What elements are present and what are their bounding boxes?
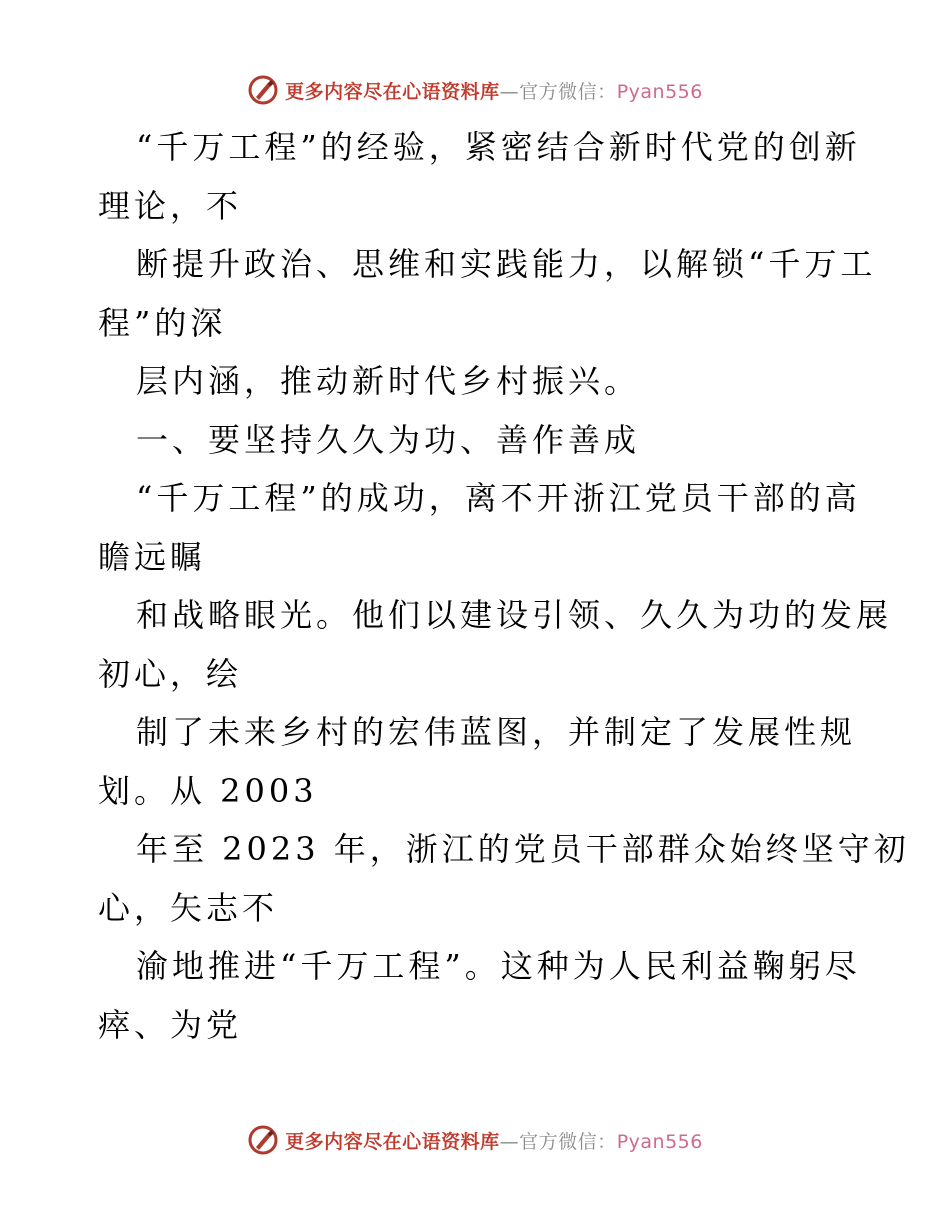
header-banner-gray: 官方微信： — [519, 80, 617, 103]
body-line-15: 渝地推进“千万工程”。这种为人民利益鞠躬尽 — [136, 947, 861, 985]
body-line-3: 断提升政治、思维和实践能力，以解锁“千万工 — [136, 245, 877, 283]
body-line-5: 层内涵，推动新时代乡村振兴。 — [136, 362, 641, 400]
body-line-10: 初心，绘 — [98, 654, 243, 693]
footer-banner — [0, 1120, 950, 1160]
footer-banner-red: 更多内容尽在心语资料库 — [285, 1130, 500, 1153]
header-banner-text — [285, 77, 703, 104]
header-banner-separator: — — [499, 80, 520, 103]
footer-banner-separator: — — [499, 1130, 520, 1153]
pen-logo-icon — [247, 74, 279, 106]
footer-wechat-id: Pyan556 — [616, 1130, 703, 1153]
header-wechat-id: Pyan556 — [616, 80, 703, 103]
body-line-8: 瞻远瞩 — [98, 537, 207, 576]
header-banner — [0, 70, 950, 110]
body-line-7: “千万工程”的成功，离不开浙江党员干部的高 — [136, 479, 861, 517]
footer-banner-gray: 官方微信： — [519, 1130, 617, 1153]
footer-banner-text — [285, 1127, 703, 1154]
header-banner-red: 更多内容尽在心语资料库 — [285, 80, 500, 103]
body-line-11: 制了未来乡村的宏伟蓝图，并制定了发展性规 — [136, 713, 857, 751]
body-line-9: 和战略眼光。他们以建设引领、久久为功的发展 — [136, 596, 893, 634]
body-line-14: 心，矢志不 — [98, 888, 279, 927]
footer-banner-inner — [247, 1124, 703, 1156]
body-line-13: 年至 2023 年，浙江的党员干部群众始终坚守初 — [136, 830, 910, 868]
header-banner-inner — [247, 74, 703, 106]
body-line-16: 瘁、为党 — [98, 1005, 243, 1044]
body-line-12: 划。从 2003 — [98, 771, 318, 810]
body-line-2: 理论，不 — [98, 186, 243, 225]
body-line-4: 程”的深 — [98, 303, 227, 342]
body-line-1: “千万工程”的经验，紧密结合新时代党的创新 — [136, 128, 861, 166]
document-body — [98, 118, 910, 1054]
pen-logo-icon — [247, 1124, 279, 1156]
section-heading: 一、要坚持久久为功、善作善成 — [136, 420, 641, 459]
